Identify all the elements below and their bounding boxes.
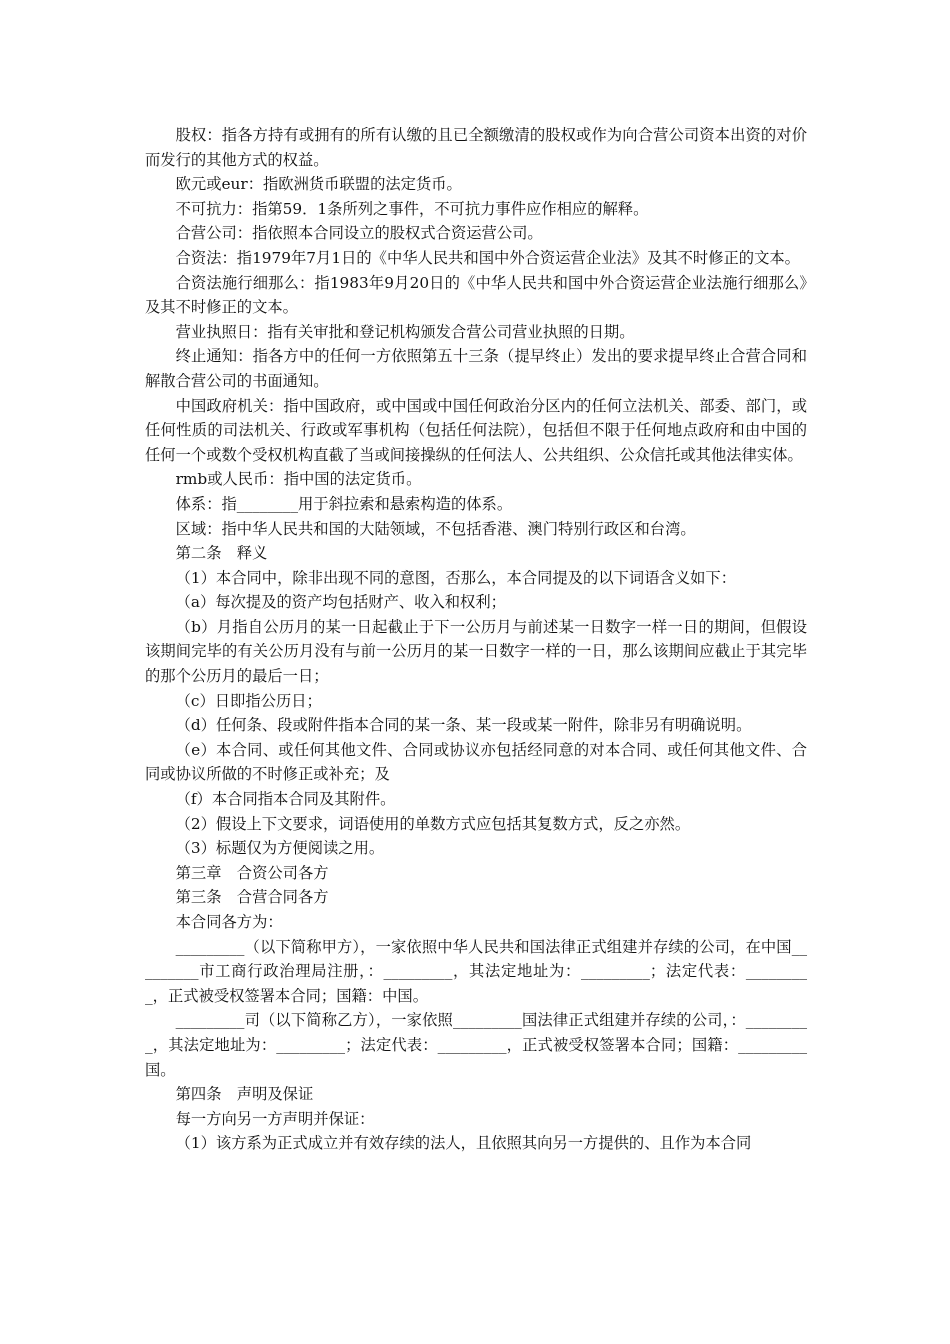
document-page <box>145 123 807 1156</box>
paragraph-interpretation-b: （b）月指自公历月的某一日起截止于下一公历月与前述某一日数字一样一日的期间，但假设该期间完毕的有关公历月没有与前一公历月的某一日数字一样的一日，那么该期间应截止于其完毕的那个公历月的最后一日； <box>145 617 807 686</box>
paragraph-representation-1: （1）该方系为正式成立并有效存续的法人，且依照其向另一方提供的、且作为本合同 <box>175 1134 752 1153</box>
paragraph-party-b: _________司（以下简称乙方），一家依照_________国法律正式组建并存续的公司，：_________，其法定地址为：_________；法定代表：_________，正式被受权签署本合同；国籍：_________国。 <box>145 1011 807 1079</box>
paragraph-jv-company-definition: 合营公司：指依照本合同设立的股权式合资运营公司。 <box>175 224 543 243</box>
paragraph-jv-law-definition: 合资法：指1979年7月1日的《中华人民共和国中外合资运营企业法》及其不时修正的文本。 <box>175 248 800 267</box>
article-3-heading: 第三条 合营合同各方 <box>175 888 329 907</box>
paragraph-representations-intro: 每一方向另一方声明并保证： <box>175 1109 375 1128</box>
paragraph-interpretation-e: （e）本合同、或任何其他文件、合同或协议亦包括经同意的对本合同、或任何其他文件、合同或协议所做的不时修正或补充；及 <box>145 740 807 784</box>
paragraph-interpretation-2: （2）假设上下文要求，词语使用的单数方式应包括其复数方式，反之亦然。 <box>175 814 691 833</box>
paragraph-interpretation-d: （d）任何条、段或附件指本合同的某一条、某一段或某一附件，除非另有明确说明。 <box>175 716 752 735</box>
paragraph-interpretation-3: （3）标题仅为方便阅读之用。 <box>175 839 385 858</box>
paragraph-interpretation-a: （a）每次提及的资产均包括财产、收入和权利； <box>175 593 506 612</box>
paragraph-territory-definition: 区域：指中华人民共和国的大陆领域，不包括香港、澳门特别行政区和台湾。 <box>175 519 696 538</box>
paragraph-jv-law-rules-definition: 合资法施行细那么：指1983年9月20日的《中华人民共和国中外合资运营企业法施行细那么》及其不时修正的文本。 <box>145 273 807 317</box>
paragraph-gov-authority-definition: 中国政府机关：指中国政府，或中国或中国任何政治分区内的任何立法机关、部委、部门，或任何性质的司法机关、行政或军事机构（包括任何法院），包括但不限于任何地点政府和由中国的任何一个或数个受权机构直截了当或间接操纵的任何法人、公共组织、公众信托或其他法律实体。 <box>145 396 807 464</box>
paragraph-euro-definition: 欧元或eur：指欧洲货币联盟的法定货币。 <box>175 175 462 194</box>
paragraph-rmb-definition: rmb或人民币：指中国的法定货币。 <box>175 470 422 489</box>
paragraph-parties-intro: 本合同各方为： <box>175 913 283 931</box>
paragraph-equity-definition: 股权：指各方持有或拥有的所有认缴的且已全额缴清的股权或作为向合营公司资本出资的对价而发行的其他方式的权益。 <box>145 126 807 169</box>
paragraph-termination-notice-definition: 终止通知：指各方中的任何一方依照第五十三条（提早终止）发出的要求提早终止合营合同和解散合营公司的书面通知。 <box>145 347 807 390</box>
paragraph-system-definition: 体系：指________用于斜拉索和悬索构造的体系。 <box>175 494 513 513</box>
paragraph-interpretation-1: （1）本合同中，除非出现不同的意图，否那么，本合同提及的以下词语含义如下： <box>175 568 737 587</box>
article-4-heading: 第四条 声明及保证 <box>175 1085 314 1104</box>
paragraph-license-date-definition: 营业执照日：指有关审批和登记机构颁发合营公司营业执照的日期。 <box>175 322 635 341</box>
chapter-3-heading: 第三章 合资公司各方 <box>175 863 329 882</box>
paragraph-interpretation-c: （c）日即指公历日； <box>175 691 322 710</box>
paragraph-interpretation-f: （f）本合同指本合同及其附件。 <box>175 790 396 809</box>
paragraph-party-a: _________（以下简称甲方），一家依照中华人民共和国法律正式组建并存续的公司，在中国_________市工商行政治理局注册，：_________，其法定地址为：_________；法定代表：_________，正式被受权签署本合同；国籍：中国。 <box>145 937 807 1005</box>
paragraph-force-majeure-definition: 不可抗力：指第59．1条所列之事件，不可抗力事件应作相应的解释。 <box>175 199 649 218</box>
article-2-heading: 第二条 释义 <box>175 544 268 563</box>
